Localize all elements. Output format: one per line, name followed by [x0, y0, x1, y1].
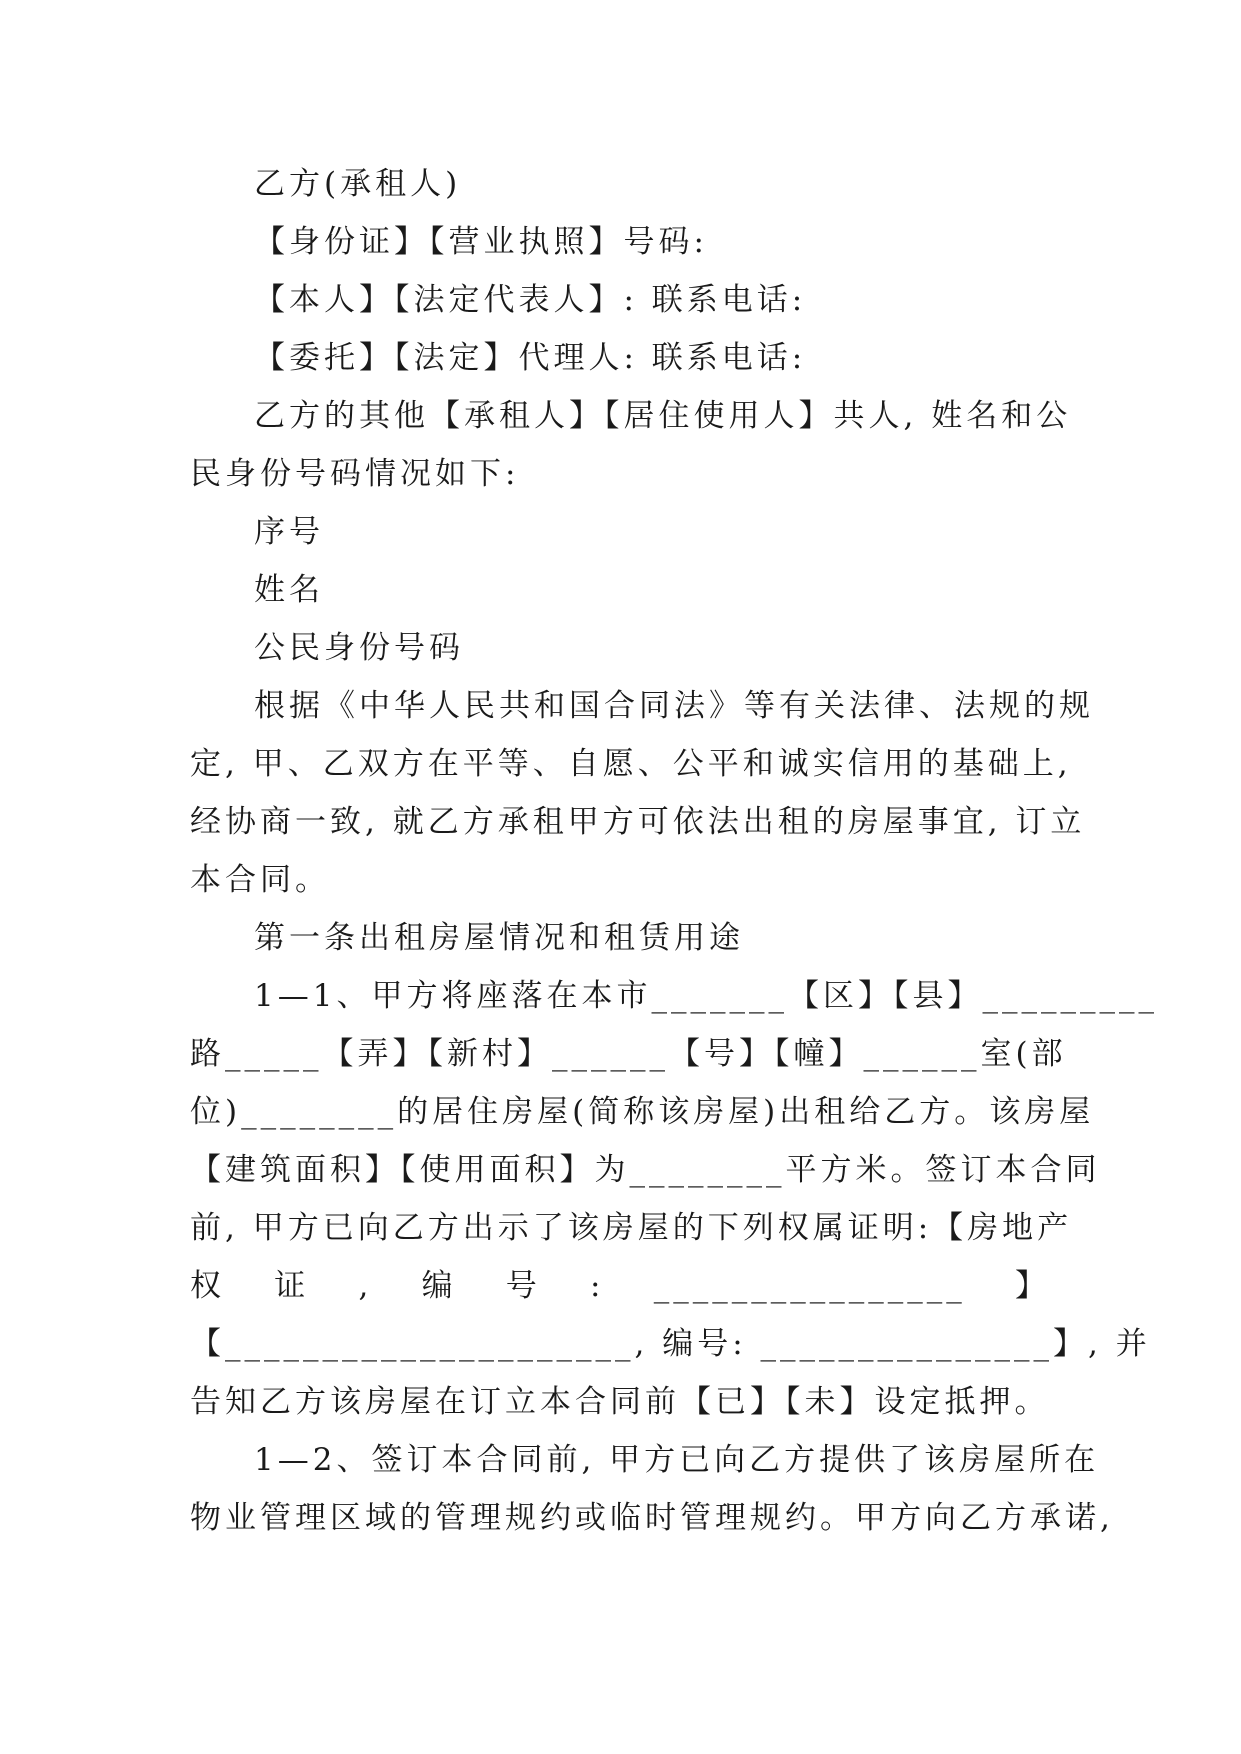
text-line: 前, 甲方已向乙方出示了该房屋的下列权属证明:【房地产	[190, 1210, 1073, 1246]
text-line: 根据《中华人民共和国合同法》等有关法律、法规的规	[254, 688, 1094, 724]
text-line: 乙方(承租人)	[254, 166, 462, 202]
text-fragment: 号	[505, 1268, 541, 1304]
text-line: 本合同。	[190, 862, 330, 898]
text-line: 公民身份号码	[254, 630, 464, 666]
text-line: 位)________的居住房屋(简称该房屋)出租给乙方。该房屋	[190, 1094, 1095, 1130]
text-fragment: ,	[358, 1268, 373, 1304]
text-line: 【委托】【法定】代理人: 联系电话:	[254, 340, 807, 376]
document-page	[190, 155, 1158, 1547]
text-fragment: :	[590, 1268, 605, 1304]
text-fragment: 证	[274, 1268, 310, 1304]
text-line: 序号	[254, 514, 324, 550]
text-line: 经协商一致, 就乙方承租甲方可依法出租的房屋事宜, 订立	[190, 804, 1086, 840]
text-line: 路_____【弄】【新村】______【号】【幢】______室(部	[190, 1036, 1067, 1072]
text-line: 【建筑面积】【使用面积】为________平方米。签订本合同	[190, 1152, 1101, 1188]
text-line: 【本人】【法定代表人】: 联系电话:	[254, 282, 807, 318]
text-line: 姓名	[254, 572, 324, 608]
text-line: 物业管理区域的管理规约或临时管理规约。甲方向乙方承诺,	[190, 1500, 1114, 1536]
text-line: 【_____________________, 编号: _______________】, 并	[190, 1326, 1151, 1362]
text-line: 1—1、甲方将座落在本市_______【区】【县】_________	[254, 978, 1158, 1014]
text-fragment: 】	[1014, 1268, 1050, 1304]
text-line: 定, 甲、乙双方在平等、自愿、公平和诚实信用的基础上,	[190, 746, 1072, 782]
text-fragment: 编	[421, 1268, 457, 1304]
text-line: 【身份证】【营业执照】号码:	[254, 224, 708, 260]
text-line: 乙方的其他【承租人】【居住使用人】共人, 姓名和公	[254, 398, 1072, 434]
text-line	[190, 1257, 1050, 1315]
text-line: 第一条出租房屋情况和租赁用途	[254, 920, 744, 956]
text-fragment: 权	[190, 1268, 225, 1304]
text-line: 民身份号码情况如下:	[190, 456, 520, 492]
text-line: 1—2、签订本合同前, 甲方已向乙方提供了该房屋所在	[254, 1442, 1100, 1478]
text-fragment: ________________	[653, 1268, 966, 1304]
text-line: 告知乙方该房屋在订立本合同前【已】【未】设定抵押。	[190, 1384, 1050, 1420]
